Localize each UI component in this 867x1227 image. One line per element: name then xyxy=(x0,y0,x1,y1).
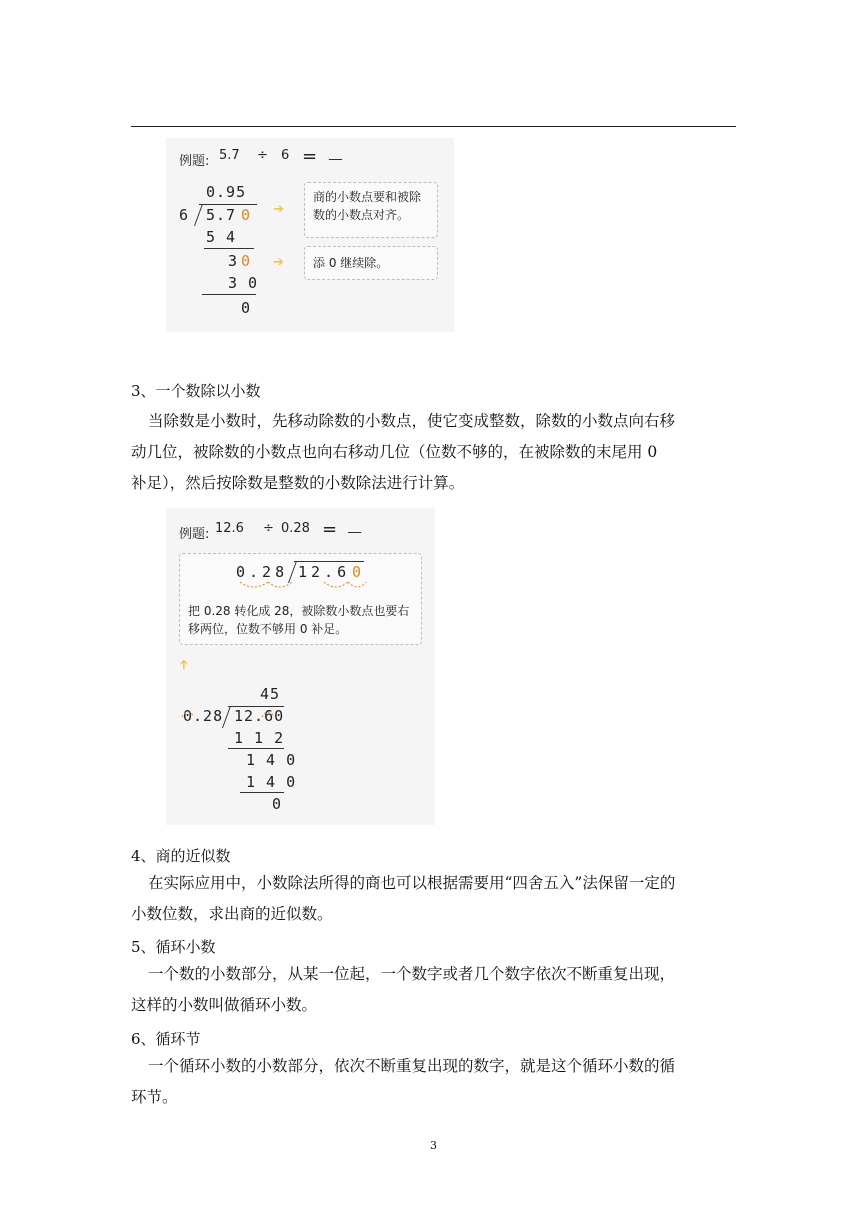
arrow-right-icon: ➔ xyxy=(273,255,284,270)
ex1-final: 0 xyxy=(241,299,252,317)
ex2-label: 例题: xyxy=(179,527,210,542)
example-figure-1 xyxy=(166,138,454,332)
ex1-sub1: 5 4 xyxy=(206,228,237,246)
ex1-rem1-added: 0 xyxy=(241,252,252,270)
ex1-long-dividend: 5.7 xyxy=(206,206,237,224)
ex2-quotient: 45 xyxy=(260,685,281,703)
section-4-title: 4、商的近似数 xyxy=(131,847,231,865)
section-6-line: 一个循环小数的小数部分，依次不断重复出现的数字，就是这个循环小数的循 xyxy=(148,1057,676,1075)
section-4-line: 在实际应用中，小数除法所得的商也可以根据需要用“四舍五入”法保留一定的 xyxy=(148,874,676,892)
ex1-note-align: 商的小数点要和被除数的小数点对齐。 xyxy=(304,182,438,238)
ex2-sub1: 1 1 2 xyxy=(234,729,285,747)
section-4-body xyxy=(131,868,741,930)
arrow-up-icon: ➔ xyxy=(176,659,192,670)
arrow-right-icon: ➔ xyxy=(273,202,284,217)
ex2-rem1: 1 4 0 xyxy=(246,751,297,769)
ex1-sub2: 3 0 xyxy=(228,274,259,292)
ex2-sub2: 1 4 0 xyxy=(246,773,297,791)
section-5-line: 这样的小数叫做循环小数。 xyxy=(131,996,318,1014)
shift-arc-icon xyxy=(180,707,290,721)
section-6-body xyxy=(131,1051,741,1113)
ex1-blank: __ xyxy=(329,146,342,161)
ex2-final: 0 xyxy=(272,795,283,813)
ex2-top-dividend: 12.6 xyxy=(298,563,351,581)
section-3-line: 动几位，被除数的小数点也向右移动几位（位数不够的，在被除数的末尾用 0 xyxy=(131,443,658,461)
header-rule xyxy=(131,126,736,127)
ex1-rem1: 3 xyxy=(228,252,239,270)
ex1-equals: = xyxy=(302,146,318,167)
section-5-body xyxy=(131,959,741,1021)
page-number: 3 xyxy=(430,1139,437,1152)
section-3-title: 3、一个数除以小数 xyxy=(131,382,261,400)
ex2-conversion-box xyxy=(179,553,422,645)
section-3-line: 当除数是小数时，先移动除数的小数点，使它变成整数，除数的小数点向右移 xyxy=(148,412,676,430)
ex2-long-divisor: 0.28 xyxy=(183,707,224,725)
ex2-blank: __ xyxy=(348,519,361,534)
ex2-divide-sign: ÷ xyxy=(263,521,274,536)
ex1-long-divisor: 6 xyxy=(179,206,190,224)
section-5-line: 一个数的小数部分，从某一位起，一个数字或者几个数字依次不断重复出现， xyxy=(148,965,676,983)
ex2-note: 把 0.28 转化成 28，被除数小数点也要右移两位，位数不够用 0 补足。 xyxy=(188,604,410,636)
section-6-line: 环节。 xyxy=(131,1088,178,1106)
section-6-title: 6、循环节 xyxy=(131,1030,201,1048)
ex1-note-add-zero: 添 0 继续除。 xyxy=(304,246,438,280)
ex2-equals: = xyxy=(322,519,338,540)
ex1-added-zero: 0 xyxy=(241,206,252,224)
section-5-title: 5、循环小数 xyxy=(131,938,216,956)
ex2-divisor: 0.28 xyxy=(281,521,310,536)
section-4-line: 小数位数，求出商的近似数。 xyxy=(131,905,333,923)
ex2-top-divisor: 0.28 xyxy=(236,563,289,581)
ex1-divide-sign: ÷ xyxy=(257,148,268,163)
ex1-label: 例题: xyxy=(179,154,210,169)
ex1-divisor: 6 xyxy=(281,148,290,163)
ex1-dividend: 5.7 xyxy=(219,148,240,163)
shift-arc-icon xyxy=(238,580,368,594)
section-3-line: 补足），然后按除数是整数的小数除法进行计算。 xyxy=(131,474,465,492)
section-3-body xyxy=(131,406,741,499)
ex2-long-dividend: 12.60 xyxy=(234,707,285,725)
example-figure-2 xyxy=(166,508,435,825)
ex2-dividend: 12.6 xyxy=(215,521,244,536)
ex1-quotient: 0.95 xyxy=(206,183,247,201)
ex2-top-added-zero: 0 xyxy=(352,563,363,581)
